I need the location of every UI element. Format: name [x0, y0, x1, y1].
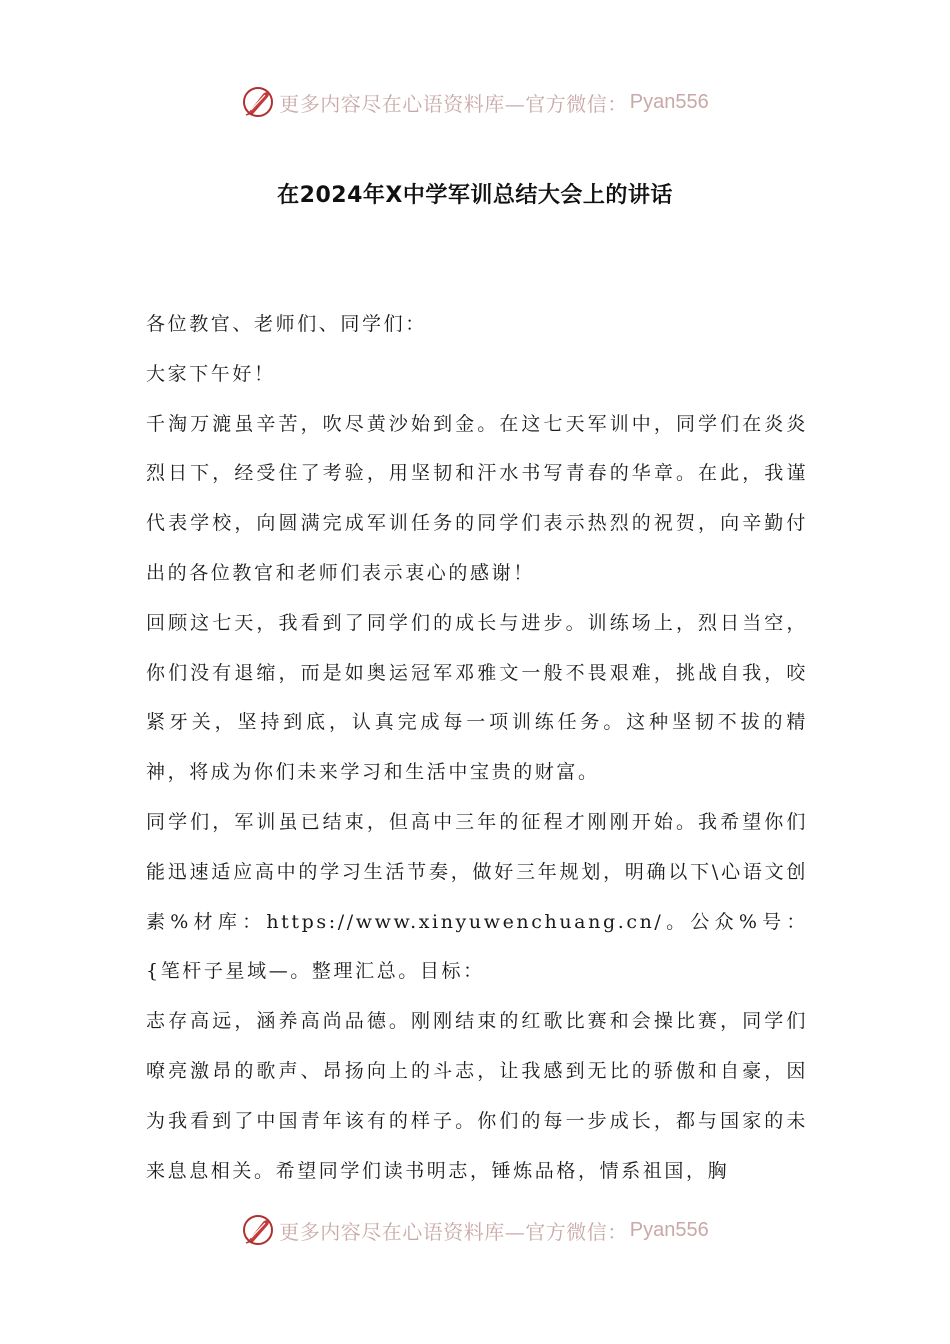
pen-quill-icon — [241, 85, 275, 119]
paragraph-opening: 千淘万漉虽辛苦，吹尽黄沙始到金。在这七天军训中，同学们在炎炎烈日下，经受住了考验，用坚韧和汗水书写青春的华章。在此，我谨代表学校，向圆满完成军训任务的同学们表示热烈的祝贺，向辛勤付出的各位教官和老师们表示衷心的感谢！ — [146, 412, 808, 584]
header-wechat-id: Pyan556 — [629, 90, 709, 113]
paragraph-greeting: 大家下午好！ — [146, 362, 276, 385]
header-banner-text: 更多内容尽在心语资料库—官方微信： — [279, 91, 628, 116]
pen-quill-icon — [241, 1213, 275, 1247]
paragraph-review: 回顾这七天，我看到了同学们的成长与进步。训练场上，烈日当空，你们没有退缩，而是如奥运冠军邓雅文一般不畏艰难，挑战自我，咬紧牙关，坚持到底，认真完成每一项训练任务。这种坚韧不拔的精神，将成为你们未来学习和生活中宝贵的财富。 — [146, 611, 808, 784]
paragraph-ambition: 志存高远，涵养高尚品德。刚刚结束的红歌比赛和会操比赛，同学们嘹亮激昂的歌声、昂扬向上的斗志，让我感到无比的骄傲和自豪，因为我看到了中国青年该有的样子。你们的每一步成长，都与国家的未来息息相关。希望同学们读书明志，锤炼品格，情系祖国，胸 — [146, 1010, 808, 1182]
paragraph-salutation: 各位教官、老师们、同学们： — [146, 313, 427, 335]
paragraph-goals-intro: 同学们，军训虽已结束，但高中三年的征程才刚刚开始。我希望你们能迅速适应高中的学习生活节奏，做好三年规划，明确以下\心语文创素%材库：https://www.xinyuwenchuang.cn/。公众%号：{笔杆子星域—。整理汇总。目标： — [146, 810, 808, 983]
document-title: 在2024年X中学军训总结大会上的讲话 — [277, 183, 673, 208]
footer-banner-text: 更多内容尽在心语资料库—官方微信： — [279, 1219, 628, 1244]
header-banner — [0, 82, 950, 122]
document-body — [146, 300, 808, 1196]
footer-banner — [0, 1210, 950, 1250]
footer-wechat-id: Pyan556 — [629, 1218, 709, 1241]
